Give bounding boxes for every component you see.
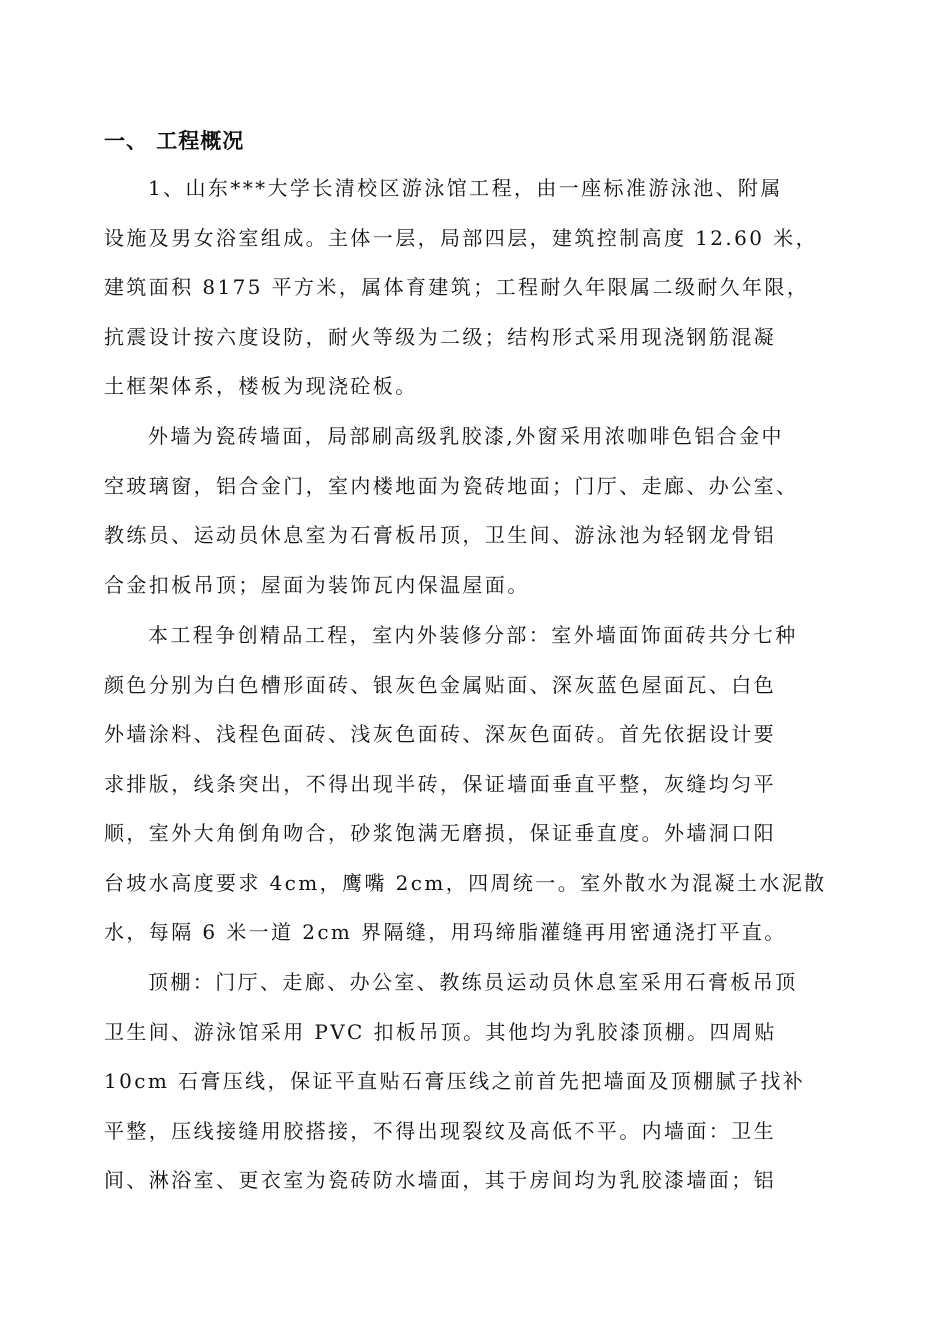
text-line: 顶棚：门厅、走廊、办公室、教练员运动员休息室采用石膏板吊顶 — [148, 970, 798, 994]
paragraph-project-overview — [104, 164, 849, 412]
text-line: 求排版，线条突出，不得出现半砖，保证墙面垂直平整，灰缝均匀平 — [104, 771, 776, 796]
text-line: 抗震设计按六度设防，耐火等级为二级；结构形式采用现浇钢筋混凝 — [104, 324, 776, 349]
text-line: 颜色分别为白色槽形面砖、银灰色金属贴面、深灰蓝色屋面瓦、白色 — [104, 672, 776, 697]
text-line: 合金扣板吊顶；屋面为装饰瓦内保温屋面。 — [104, 572, 530, 597]
text-line: 教练员、运动员休息室为石膏板吊顶，卫生间、游泳池为轻钢龙骨铝 — [104, 523, 776, 547]
text-line: 1、山东***大学长清校区游泳馆工程，由一座标准游泳池、附属 — [148, 176, 783, 200]
text-line: 水，每隔 6 米一道 2cm 界隔缝，用玛缔脂灌缝再用密通浇打平直。 — [104, 920, 787, 944]
text-line: 建筑面积 8175 平方米，属体育建筑；工程耐久年限属二级耐久年限， — [104, 275, 810, 299]
text-line: 外墙为瓷砖墙面，局部刷高级乳胶漆,外窗采用浓咖啡色铝合金中 — [148, 424, 784, 448]
text-line: 间、淋浴室、更衣室为瓷砖防水墙面，其于房间均为乳胶漆墙面；铝 — [104, 1168, 776, 1192]
text-line: 设施及男女浴室组成。主体一层，局部四层，建筑控制高度 12.60 米， — [104, 225, 818, 250]
text-line: 卫生间、游泳馆采用 PVC 扣板吊顶。其他均为乳胶漆顶棚。四周贴 — [104, 1019, 777, 1044]
section-heading: 一、 工程概况 — [104, 129, 245, 153]
text-line: 10cm 石膏压线，保证平直贴石膏压线之前首先把墙面及顶棚腻子找补 — [104, 1069, 806, 1093]
paragraph-decoration — [104, 611, 849, 958]
paragraph-exterior-walls — [104, 412, 849, 610]
text-line: 本工程争创精品工程，室内外装修分部：室外墙面饰面砖共分七种 — [148, 623, 798, 647]
text-line: 顺，室外大角倒角吻合，砂浆饱满无磨损，保证垂直度。外墙洞口阳 — [104, 821, 776, 845]
text-line: 空玻璃窗，铝合金门，室内楼地面为瓷砖地面；门厅、走廊、办公室、 — [104, 473, 799, 498]
text-line: 土框架体系，楼板为现浇砼板。 — [104, 374, 418, 398]
text-line: 外墙涂料、浅程色面砖、浅灰色面砖、深灰色面砖。首先依据设计要 — [104, 722, 776, 746]
text-line: 台坡水高度要求 4cm，鹰嘴 2cm，四周统一。室外散水为混凝土水泥散 — [104, 870, 827, 895]
paragraph-ceiling — [104, 958, 849, 1206]
text-line: 平整，压线接缝用胶搭接，不得出现裂纹及高低不平。内墙面：卫生 — [104, 1118, 776, 1143]
